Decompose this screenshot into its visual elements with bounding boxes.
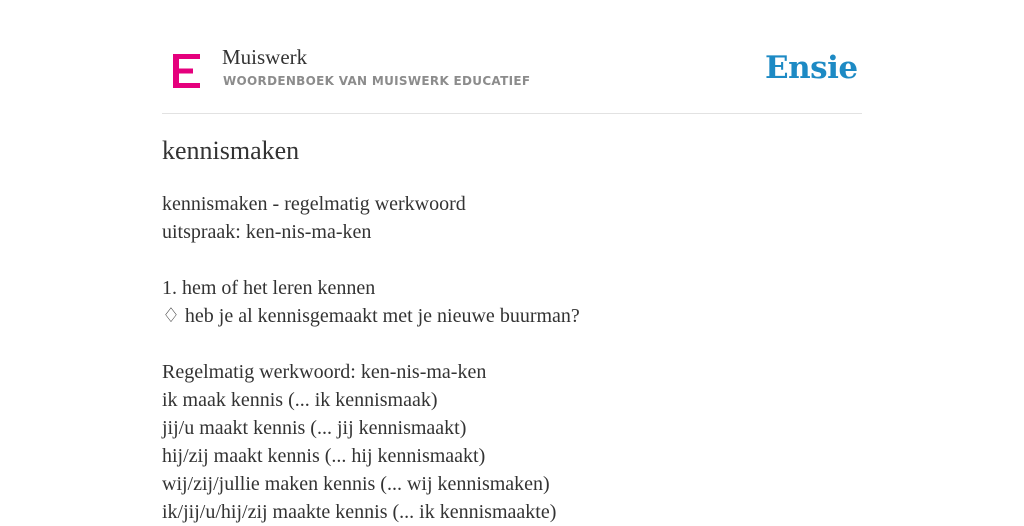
muiswerk-logo-icon[interactable] <box>173 54 200 88</box>
blank-line <box>162 246 862 274</box>
conjugation-row: ik maak kennis (... ik kennismaak) <box>162 389 438 411</box>
definition-header: kennismaken - regelmatig werkwoord <box>162 193 466 215</box>
site-header <box>162 0 862 114</box>
entry-title: kennismaken <box>162 136 300 165</box>
ensie-logo[interactable]: Ensie <box>765 50 858 86</box>
conjugation-row: jij/u maakt kennis (... jij kennismaakt) <box>162 417 467 439</box>
site-subtitle: WOORDENBOEK VAN MUISWERK EDUCATIEF <box>223 74 531 88</box>
example-1: ♢ heb je al kennisgemaakt met je nieuwe buurman? <box>162 305 580 327</box>
conjugation-row: hij/zij maakt kennis (... hij kennismaakt) <box>162 445 486 467</box>
pronunciation: uitspraak: ken-nis-ma-ken <box>162 221 372 243</box>
entry-body <box>162 190 862 526</box>
site-name[interactable]: Muiswerk <box>222 45 308 69</box>
meaning-1: 1. hem of het leren kennen <box>162 277 376 299</box>
conjugation-row: wij/zij/jullie maken kennis (... wij kennismaken) <box>162 473 550 495</box>
entry-card <box>162 0 862 523</box>
conjugation-header: Regelmatig werkwoord: ken-nis-ma-ken <box>162 361 487 383</box>
blank-line <box>162 330 862 358</box>
conjugation-row: ik/jij/u/hij/zij maakte kennis (... ik kennismaakte) <box>162 501 557 523</box>
